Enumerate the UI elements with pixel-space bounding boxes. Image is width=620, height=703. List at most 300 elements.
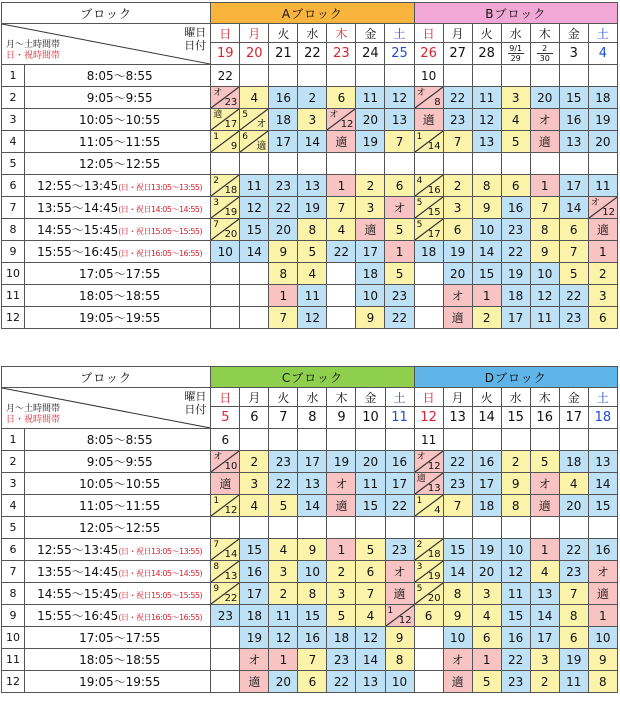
slot-cell[interactable]: 6 — [501, 175, 530, 197]
slot-cell[interactable]: 1 — [530, 539, 559, 561]
slot-cell[interactable]: 23 — [443, 109, 472, 131]
slot-cell[interactable]: 11 — [559, 671, 588, 693]
slot-cell[interactable]: 4 — [327, 219, 356, 241]
slot-cell[interactable]: 22 — [501, 241, 530, 263]
slot-cell[interactable]: 8 — [588, 671, 617, 693]
slot-cell[interactable]: 5 — [327, 605, 356, 627]
slot-cell[interactable]: 2 — [501, 451, 530, 473]
slot-cell[interactable]: 適 — [327, 495, 356, 517]
slot-cell[interactable]: 15 — [472, 263, 501, 285]
slot-cell[interactable]: 1 — [269, 649, 298, 671]
slot-cell[interactable]: 3 — [472, 583, 501, 605]
slot-cell[interactable]: オ — [327, 473, 356, 495]
split-slot-cell[interactable] — [414, 473, 443, 495]
slot-cell[interactable]: 2 — [443, 175, 472, 197]
slot-cell[interactable]: 23 — [211, 605, 240, 627]
slot-cell[interactable]: 10 — [530, 263, 559, 285]
slot-cell[interactable]: 16 — [588, 539, 617, 561]
slot-cell[interactable]: 8 — [298, 583, 327, 605]
slot-cell[interactable]: 16 — [298, 627, 327, 649]
slot-cell[interactable]: 3 — [530, 649, 559, 671]
slot-cell[interactable]: 5 — [385, 263, 414, 285]
split-slot-cell[interactable] — [211, 451, 240, 473]
slot-cell[interactable] — [240, 65, 269, 87]
slot-cell[interactable]: 14 — [588, 473, 617, 495]
slot-cell[interactable]: 9 — [443, 605, 472, 627]
slot-cell[interactable] — [588, 65, 617, 87]
slot-cell[interactable]: 7 — [269, 307, 298, 329]
slot-cell[interactable]: 6 — [211, 429, 240, 451]
slot-cell[interactable]: 8 — [385, 649, 414, 671]
slot-cell[interactable]: 17 — [472, 473, 501, 495]
slot-cell[interactable] — [298, 429, 327, 451]
slot-cell[interactable]: 適 — [327, 131, 356, 153]
slot-cell[interactable] — [356, 429, 385, 451]
slot-cell[interactable]: 2 — [356, 175, 385, 197]
slot-cell[interactable]: 14 — [472, 241, 501, 263]
slot-cell[interactable] — [443, 429, 472, 451]
split-slot-cell[interactable] — [211, 495, 240, 517]
slot-cell[interactable] — [240, 263, 269, 285]
split-slot-cell[interactable] — [211, 561, 240, 583]
slot-cell[interactable] — [211, 627, 240, 649]
slot-cell[interactable]: 6 — [472, 627, 501, 649]
slot-cell[interactable]: オ — [240, 649, 269, 671]
slot-cell[interactable]: 8 — [298, 219, 327, 241]
slot-cell[interactable]: 10 — [501, 539, 530, 561]
slot-cell[interactable]: 3 — [443, 197, 472, 219]
slot-cell[interactable]: 19 — [356, 131, 385, 153]
slot-cell[interactable] — [414, 153, 443, 175]
slot-cell[interactable]: オ — [588, 561, 617, 583]
slot-cell[interactable]: 20 — [472, 561, 501, 583]
slot-cell[interactable]: 17 — [298, 451, 327, 473]
slot-cell[interactable] — [472, 517, 501, 539]
slot-cell[interactable]: 8 — [530, 219, 559, 241]
slot-cell[interactable]: 22 — [327, 671, 356, 693]
slot-cell[interactable]: 10 — [211, 241, 240, 263]
slot-cell[interactable]: 13 — [356, 671, 385, 693]
slot-cell[interactable]: 13 — [472, 131, 501, 153]
slot-cell[interactable]: 適 — [588, 219, 617, 241]
slot-cell[interactable]: 11 — [298, 285, 327, 307]
slot-cell[interactable]: 11 — [588, 175, 617, 197]
slot-cell[interactable]: 2 — [588, 263, 617, 285]
split-slot-cell[interactable] — [211, 131, 240, 153]
slot-cell[interactable]: 3 — [269, 561, 298, 583]
slot-cell[interactable]: 16 — [269, 87, 298, 109]
slot-cell[interactable]: 16 — [559, 109, 588, 131]
split-slot-cell[interactable] — [240, 109, 269, 131]
slot-cell[interactable]: 9 — [588, 649, 617, 671]
slot-cell[interactable]: 7 — [559, 241, 588, 263]
slot-cell[interactable]: 適 — [240, 671, 269, 693]
slot-cell[interactable]: 19 — [501, 263, 530, 285]
slot-cell[interactable] — [559, 429, 588, 451]
slot-cell[interactable] — [240, 285, 269, 307]
slot-cell[interactable]: 10 — [298, 561, 327, 583]
slot-cell[interactable]: 10 — [385, 671, 414, 693]
slot-cell[interactable]: 6 — [443, 219, 472, 241]
slot-cell[interactable]: 19 — [443, 241, 472, 263]
slot-cell[interactable]: 4 — [501, 109, 530, 131]
split-slot-cell[interactable] — [414, 197, 443, 219]
split-slot-cell[interactable] — [211, 583, 240, 605]
split-slot-cell[interactable] — [588, 197, 617, 219]
split-slot-cell[interactable] — [414, 175, 443, 197]
slot-cell[interactable]: 5 — [530, 451, 559, 473]
slot-cell[interactable]: 18 — [356, 263, 385, 285]
slot-cell[interactable] — [472, 153, 501, 175]
slot-cell[interactable] — [327, 263, 356, 285]
slot-cell[interactable]: 12 — [240, 197, 269, 219]
slot-cell[interactable]: 8 — [472, 175, 501, 197]
slot-cell[interactable]: 20 — [443, 263, 472, 285]
slot-cell[interactable]: 14 — [443, 561, 472, 583]
slot-cell[interactable]: 6 — [385, 175, 414, 197]
slot-cell[interactable] — [211, 263, 240, 285]
slot-cell[interactable]: 適 — [530, 131, 559, 153]
slot-cell[interactable]: 5 — [385, 219, 414, 241]
slot-cell[interactable]: オ — [443, 649, 472, 671]
split-slot-cell[interactable] — [414, 561, 443, 583]
split-slot-cell[interactable] — [414, 539, 443, 561]
slot-cell[interactable]: 適 — [211, 473, 240, 495]
slot-cell[interactable]: 9 — [269, 241, 298, 263]
slot-cell[interactable]: 7 — [559, 583, 588, 605]
slot-cell[interactable]: 7 — [327, 197, 356, 219]
slot-cell[interactable] — [414, 263, 443, 285]
slot-cell[interactable]: 12 — [269, 627, 298, 649]
slot-cell[interactable] — [240, 517, 269, 539]
slot-cell[interactable] — [501, 517, 530, 539]
slot-cell[interactable] — [356, 65, 385, 87]
slot-cell[interactable]: 17 — [385, 473, 414, 495]
slot-cell[interactable]: 6 — [356, 561, 385, 583]
slot-cell[interactable]: 11 — [501, 583, 530, 605]
slot-cell[interactable]: 23 — [559, 561, 588, 583]
slot-cell[interactable]: 23 — [443, 473, 472, 495]
slot-cell[interactable]: 適 — [385, 583, 414, 605]
slot-cell[interactable]: 6 — [559, 219, 588, 241]
slot-cell[interactable] — [327, 65, 356, 87]
slot-cell[interactable]: 10 — [356, 285, 385, 307]
slot-cell[interactable]: 1 — [472, 649, 501, 671]
slot-cell[interactable]: 12 — [501, 561, 530, 583]
slot-cell[interactable]: 23 — [269, 451, 298, 473]
split-slot-cell[interactable] — [327, 109, 356, 131]
slot-cell[interactable]: 16 — [240, 561, 269, 583]
slot-cell[interactable]: 9 — [472, 197, 501, 219]
slot-cell[interactable]: 9 — [501, 473, 530, 495]
slot-cell[interactable]: 14 — [356, 649, 385, 671]
slot-cell[interactable]: 1 — [327, 175, 356, 197]
slot-cell[interactable]: オ — [385, 561, 414, 583]
slot-cell[interactable]: 22 — [559, 539, 588, 561]
slot-cell[interactable]: 適 — [530, 495, 559, 517]
split-slot-cell[interactable] — [414, 583, 443, 605]
slot-cell[interactable]: 13 — [530, 583, 559, 605]
slot-cell[interactable] — [269, 517, 298, 539]
slot-cell[interactable]: 1 — [269, 285, 298, 307]
slot-cell[interactable] — [443, 153, 472, 175]
slot-cell[interactable]: 22 — [385, 495, 414, 517]
slot-cell[interactable]: 13 — [559, 131, 588, 153]
slot-cell[interactable]: 15 — [298, 605, 327, 627]
slot-cell[interactable]: 4 — [269, 539, 298, 561]
slot-cell[interactable]: 14 — [559, 197, 588, 219]
slot-cell[interactable]: 17 — [501, 307, 530, 329]
slot-cell[interactable]: 20 — [356, 109, 385, 131]
slot-cell[interactable]: 12 — [356, 627, 385, 649]
slot-cell[interactable]: 17 — [356, 241, 385, 263]
slot-cell[interactable]: 23 — [269, 175, 298, 197]
slot-cell[interactable]: 適 — [588, 583, 617, 605]
slot-cell[interactable]: 9 — [298, 539, 327, 561]
slot-cell[interactable]: 1 — [588, 605, 617, 627]
slot-cell[interactable]: 12 — [298, 307, 327, 329]
slot-cell[interactable]: 17 — [559, 175, 588, 197]
slot-cell[interactable] — [559, 153, 588, 175]
slot-cell[interactable] — [414, 285, 443, 307]
slot-cell[interactable]: 11 — [530, 307, 559, 329]
slot-cell[interactable] — [385, 517, 414, 539]
slot-cell[interactable] — [327, 285, 356, 307]
slot-cell[interactable] — [356, 153, 385, 175]
slot-cell[interactable]: 適 — [443, 671, 472, 693]
slot-cell[interactable]: 19 — [327, 451, 356, 473]
slot-cell[interactable] — [269, 429, 298, 451]
slot-cell[interactable]: 13 — [588, 451, 617, 473]
slot-cell[interactable]: オ — [530, 473, 559, 495]
slot-cell[interactable] — [559, 517, 588, 539]
slot-cell[interactable] — [385, 429, 414, 451]
slot-cell[interactable]: 15 — [356, 495, 385, 517]
slot-cell[interactable]: 19 — [240, 627, 269, 649]
slot-cell[interactable]: 7 — [443, 495, 472, 517]
slot-cell[interactable] — [501, 153, 530, 175]
slot-cell[interactable]: 適 — [443, 307, 472, 329]
slot-cell[interactable]: 16 — [501, 627, 530, 649]
split-slot-cell[interactable] — [211, 539, 240, 561]
slot-cell[interactable] — [443, 517, 472, 539]
slot-cell[interactable]: 3 — [240, 473, 269, 495]
slot-cell[interactable] — [211, 153, 240, 175]
slot-cell[interactable]: 1 — [530, 175, 559, 197]
slot-cell[interactable]: 適 — [414, 109, 443, 131]
slot-cell[interactable]: 8 — [269, 263, 298, 285]
slot-cell[interactable]: 23 — [559, 307, 588, 329]
slot-cell[interactable]: 11 — [356, 473, 385, 495]
slot-cell[interactable] — [472, 65, 501, 87]
slot-cell[interactable]: 16 — [501, 197, 530, 219]
slot-cell[interactable] — [501, 65, 530, 87]
slot-cell[interactable]: 23 — [327, 649, 356, 671]
split-slot-cell[interactable] — [240, 131, 269, 153]
slot-cell[interactable]: 23 — [501, 219, 530, 241]
slot-cell[interactable]: 15 — [443, 539, 472, 561]
slot-cell[interactable] — [530, 517, 559, 539]
slot-cell[interactable] — [414, 627, 443, 649]
slot-cell[interactable] — [240, 153, 269, 175]
slot-cell[interactable]: 15 — [501, 605, 530, 627]
slot-cell[interactable] — [588, 429, 617, 451]
slot-cell[interactable]: 8 — [501, 495, 530, 517]
slot-cell[interactable]: 5 — [472, 671, 501, 693]
slot-cell[interactable]: 2 — [327, 561, 356, 583]
slot-cell[interactable]: 5 — [501, 131, 530, 153]
slot-cell[interactable]: 5 — [559, 263, 588, 285]
slot-cell[interactable]: 18 — [501, 285, 530, 307]
slot-cell[interactable] — [269, 153, 298, 175]
slot-cell[interactable]: 9 — [356, 307, 385, 329]
slot-cell[interactable] — [298, 517, 327, 539]
slot-cell[interactable]: 18 — [588, 87, 617, 109]
slot-cell[interactable]: 11 — [472, 87, 501, 109]
slot-cell[interactable]: 15 — [559, 87, 588, 109]
slot-cell[interactable]: 14 — [240, 241, 269, 263]
slot-cell[interactable] — [414, 671, 443, 693]
slot-cell[interactable]: 22 — [559, 285, 588, 307]
slot-cell[interactable]: 17 — [240, 583, 269, 605]
slot-cell[interactable]: 20 — [356, 451, 385, 473]
slot-cell[interactable] — [240, 307, 269, 329]
slot-cell[interactable] — [269, 65, 298, 87]
slot-cell[interactable]: 12 — [385, 87, 414, 109]
slot-cell[interactable]: 18 — [240, 605, 269, 627]
split-slot-cell[interactable] — [211, 197, 240, 219]
slot-cell[interactable] — [240, 429, 269, 451]
slot-cell[interactable] — [414, 649, 443, 671]
slot-cell[interactable]: 14 — [530, 605, 559, 627]
slot-cell[interactable]: 14 — [298, 495, 327, 517]
slot-cell[interactable]: 17 — [530, 627, 559, 649]
slot-cell[interactable]: 19 — [559, 649, 588, 671]
slot-cell[interactable]: 3 — [588, 285, 617, 307]
slot-cell[interactable]: 22 — [269, 197, 298, 219]
slot-cell[interactable]: 4 — [530, 561, 559, 583]
slot-cell[interactable] — [588, 517, 617, 539]
slot-cell[interactable]: 15 — [588, 495, 617, 517]
slot-cell[interactable] — [443, 65, 472, 87]
slot-cell[interactable]: 4 — [240, 495, 269, 517]
slot-cell[interactable] — [501, 429, 530, 451]
slot-cell[interactable]: 9 — [385, 627, 414, 649]
slot-cell[interactable]: 23 — [385, 285, 414, 307]
slot-cell[interactable]: 13 — [385, 109, 414, 131]
slot-cell[interactable]: 2 — [530, 671, 559, 693]
slot-cell[interactable]: 19 — [298, 197, 327, 219]
slot-cell[interactable]: 6 — [559, 627, 588, 649]
slot-cell[interactable] — [211, 285, 240, 307]
slot-cell[interactable]: 18 — [472, 495, 501, 517]
slot-cell[interactable]: 8 — [559, 605, 588, 627]
slot-cell[interactable]: 10 — [588, 627, 617, 649]
slot-cell[interactable]: 15 — [240, 219, 269, 241]
slot-cell[interactable]: 4 — [298, 263, 327, 285]
slot-cell[interactable]: 5 — [269, 495, 298, 517]
slot-cell[interactable] — [530, 65, 559, 87]
slot-cell[interactable]: 7 — [385, 131, 414, 153]
slot-cell[interactable]: 11 — [414, 429, 443, 451]
split-slot-cell[interactable] — [211, 87, 240, 109]
slot-cell[interactable]: 22 — [211, 65, 240, 87]
slot-cell[interactable]: 3 — [298, 109, 327, 131]
slot-cell[interactable]: 3 — [501, 87, 530, 109]
slot-cell[interactable]: 16 — [385, 451, 414, 473]
slot-cell[interactable] — [211, 517, 240, 539]
slot-cell[interactable]: 6 — [298, 671, 327, 693]
slot-cell[interactable]: オ — [530, 109, 559, 131]
slot-cell[interactable]: 22 — [443, 87, 472, 109]
slot-cell[interactable]: 7 — [356, 583, 385, 605]
slot-cell[interactable] — [356, 517, 385, 539]
slot-cell[interactable]: 23 — [501, 671, 530, 693]
slot-cell[interactable] — [211, 671, 240, 693]
slot-cell[interactable] — [385, 153, 414, 175]
slot-cell[interactable] — [211, 307, 240, 329]
slot-cell[interactable]: 20 — [269, 671, 298, 693]
slot-cell[interactable] — [298, 65, 327, 87]
slot-cell[interactable]: 1 — [588, 241, 617, 263]
slot-cell[interactable]: 23 — [385, 539, 414, 561]
split-slot-cell[interactable] — [414, 87, 443, 109]
slot-cell[interactable] — [414, 517, 443, 539]
slot-cell[interactable]: 17 — [269, 131, 298, 153]
slot-cell[interactable]: 4 — [559, 473, 588, 495]
slot-cell[interactable] — [530, 153, 559, 175]
slot-cell[interactable]: 11 — [356, 87, 385, 109]
slot-cell[interactable] — [588, 153, 617, 175]
slot-cell[interactable]: 16 — [472, 451, 501, 473]
slot-cell[interactable]: 18 — [559, 451, 588, 473]
slot-cell[interactable]: 12 — [530, 285, 559, 307]
slot-cell[interactable] — [211, 649, 240, 671]
slot-cell[interactable]: 2 — [472, 307, 501, 329]
split-slot-cell[interactable] — [211, 219, 240, 241]
slot-cell[interactable]: 20 — [559, 495, 588, 517]
slot-cell[interactable] — [327, 517, 356, 539]
slot-cell[interactable]: 1 — [472, 285, 501, 307]
slot-cell[interactable]: 5 — [356, 539, 385, 561]
slot-cell[interactable]: 6 — [327, 87, 356, 109]
slot-cell[interactable]: 22 — [269, 473, 298, 495]
slot-cell[interactable]: 3 — [356, 197, 385, 219]
slot-cell[interactable]: 1 — [385, 241, 414, 263]
slot-cell[interactable]: 20 — [530, 87, 559, 109]
slot-cell[interactable]: 6 — [414, 605, 443, 627]
slot-cell[interactable]: 4 — [472, 605, 501, 627]
slot-cell[interactable]: 20 — [269, 219, 298, 241]
slot-cell[interactable] — [327, 153, 356, 175]
slot-cell[interactable] — [472, 429, 501, 451]
slot-cell[interactable]: 13 — [298, 473, 327, 495]
slot-cell[interactable]: 19 — [588, 109, 617, 131]
slot-cell[interactable]: 22 — [385, 307, 414, 329]
slot-cell[interactable]: 19 — [472, 539, 501, 561]
slot-cell[interactable]: 18 — [327, 627, 356, 649]
slot-cell[interactable]: 12 — [472, 109, 501, 131]
slot-cell[interactable] — [327, 429, 356, 451]
slot-cell[interactable]: オ — [385, 197, 414, 219]
slot-cell[interactable]: 9 — [530, 241, 559, 263]
slot-cell[interactable]: 6 — [588, 307, 617, 329]
slot-cell[interactable]: 18 — [269, 109, 298, 131]
slot-cell[interactable]: 10 — [414, 65, 443, 87]
slot-cell[interactable]: 2 — [298, 87, 327, 109]
slot-cell[interactable]: 10 — [472, 219, 501, 241]
slot-cell[interactable]: 7 — [298, 649, 327, 671]
